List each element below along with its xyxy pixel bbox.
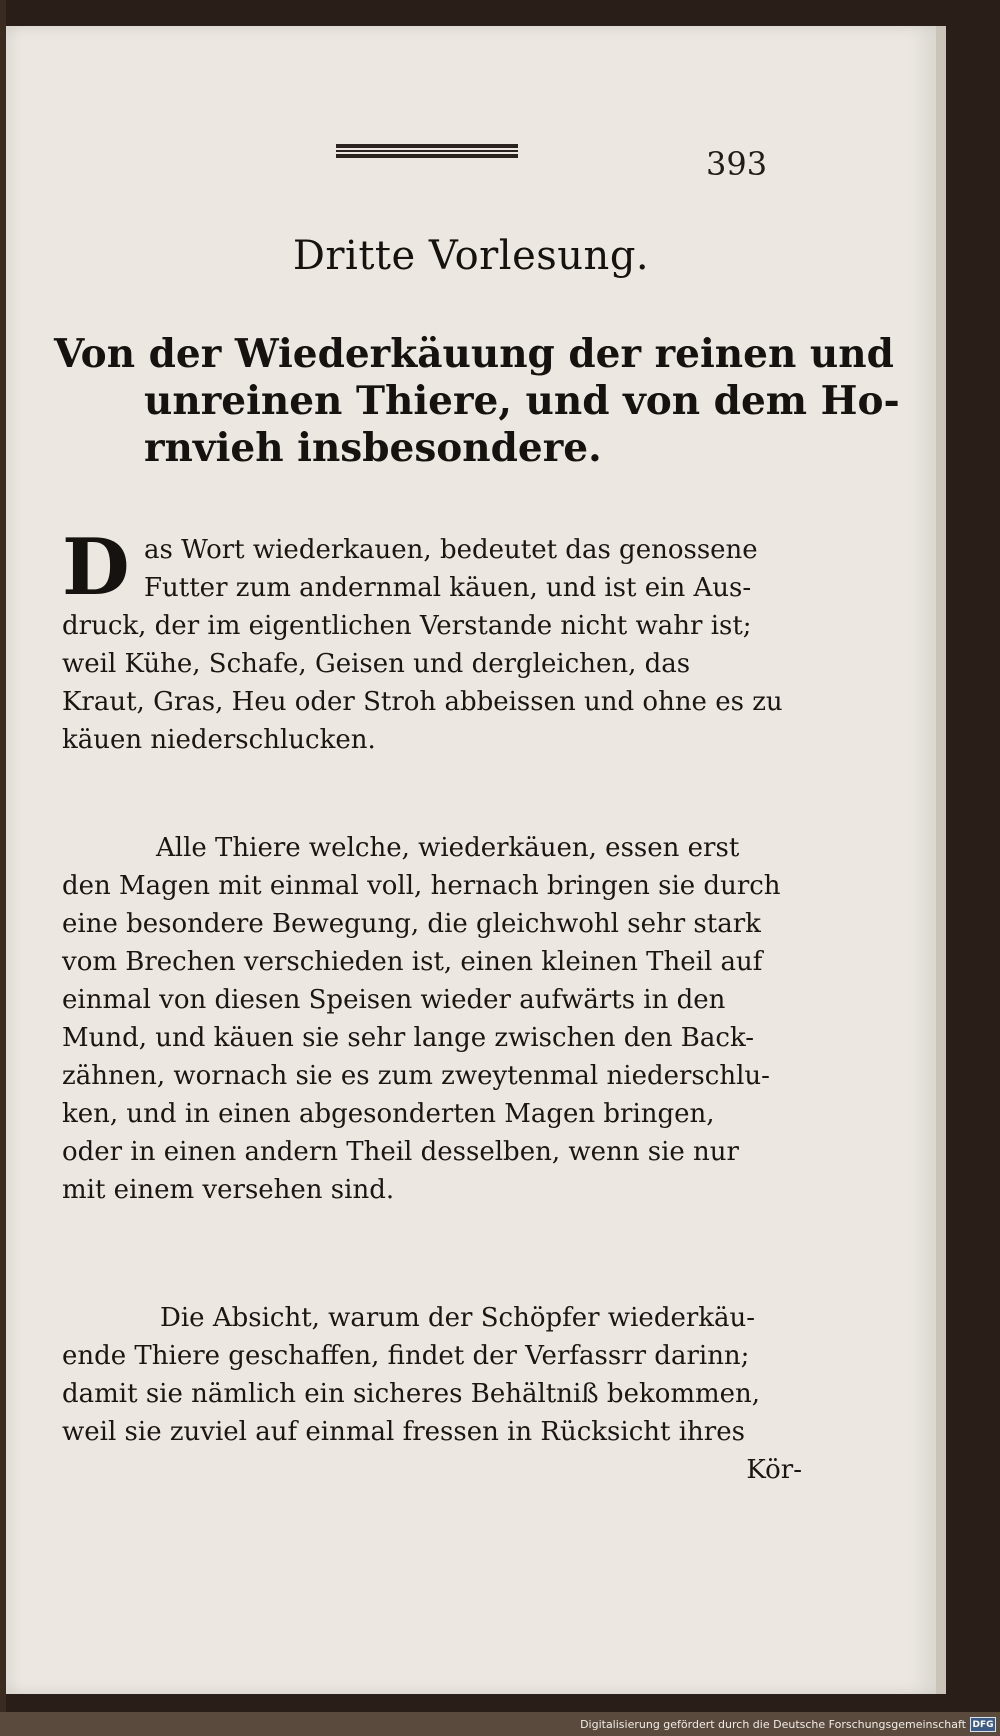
paragraph-line: vom Brechen verschieden ist, einen kleinen Theil auf (62, 947, 763, 977)
paragraph-line: druck, der im eigentlichen Verstande nicht wahr ist; (62, 611, 752, 641)
ornament-rule-top (336, 144, 518, 148)
footer-strip (0, 1712, 1000, 1736)
paragraph-line: weil sie zuviel auf einmal fressen in Rücksicht ihres (62, 1417, 745, 1447)
section-title-line: unreinen Thiere, und von dem Ho- (144, 378, 900, 424)
paragraph-line: mit einem versehen sind. (62, 1175, 395, 1205)
book-page (6, 26, 946, 1694)
catchword: Kör- (746, 1455, 802, 1485)
paragraph-line: den Magen mit einmal voll, hernach bringen sie durch (62, 871, 781, 901)
dfg-logo-icon: DFG (970, 1717, 996, 1732)
paragraph-line-text: as Wort wiederkauen, bedeutet das genossene (144, 535, 758, 565)
paragraph-line: Kraut, Gras, Heu oder Stroh abbeissen und ohne es zu (62, 687, 783, 717)
section-title-line: rnvieh insbesondere. (144, 425, 602, 471)
paragraph-3 (62, 1299, 802, 1489)
paragraph-line: ende Thiere geschaffen, findet der Verfassrr darinn; (62, 1341, 750, 1371)
digitization-credit: Digitalisierung gefördert durch die Deutsche Forschungsgemeinschaft (580, 1718, 966, 1731)
paragraph-line: Die Absicht, warum der Schöpfer wiederkäu- (160, 1303, 756, 1333)
paragraph-line: oder in einen andern Theil desselben, wenn sie nur (62, 1137, 739, 1167)
paragraph-line: ken, und in einen abgesonderten Magen bringen, (62, 1099, 715, 1129)
paragraph-line: eine besondere Bewegung, die gleichwohl sehr stark (62, 909, 761, 939)
header-ornament (336, 143, 518, 161)
page-number: 393 (706, 145, 768, 183)
section-title-line: Von der Wiederkäuung der reinen und (54, 331, 894, 377)
chapter-title: Dritte Vorlesung. (292, 233, 650, 279)
paragraph-line: zähnen, wornach sie es zum zweytenmal niederschlu- (62, 1061, 770, 1091)
paragraph-line: weil Kühe, Schafe, Geisen und dergleichen, das (62, 649, 691, 679)
paragraph-line: einmal von diesen Speisen wieder aufwärts in den (62, 985, 726, 1015)
paragraph-line: Mund, und käuen sie sehr lange zwischen den Back- (62, 1023, 755, 1053)
paragraph-line: damit sie nämlich ein sicheres Behältniß bekommen, (62, 1379, 761, 1409)
paragraph-1 (62, 522, 802, 759)
paragraph-line: Alle Thiere welche, wiederkäuen, essen erst (156, 833, 740, 863)
section-title (54, 331, 900, 472)
dropcap-letter: D (62, 522, 130, 613)
ornament-rule-bottom (336, 154, 518, 158)
ornament-rule-middle (336, 150, 518, 152)
paragraph-line: käuen niederschlucken. (62, 725, 376, 755)
paragraph-line: Futter zum andernmal käuen, und ist ein Aus- (144, 573, 752, 603)
paragraph-2 (62, 829, 802, 1209)
